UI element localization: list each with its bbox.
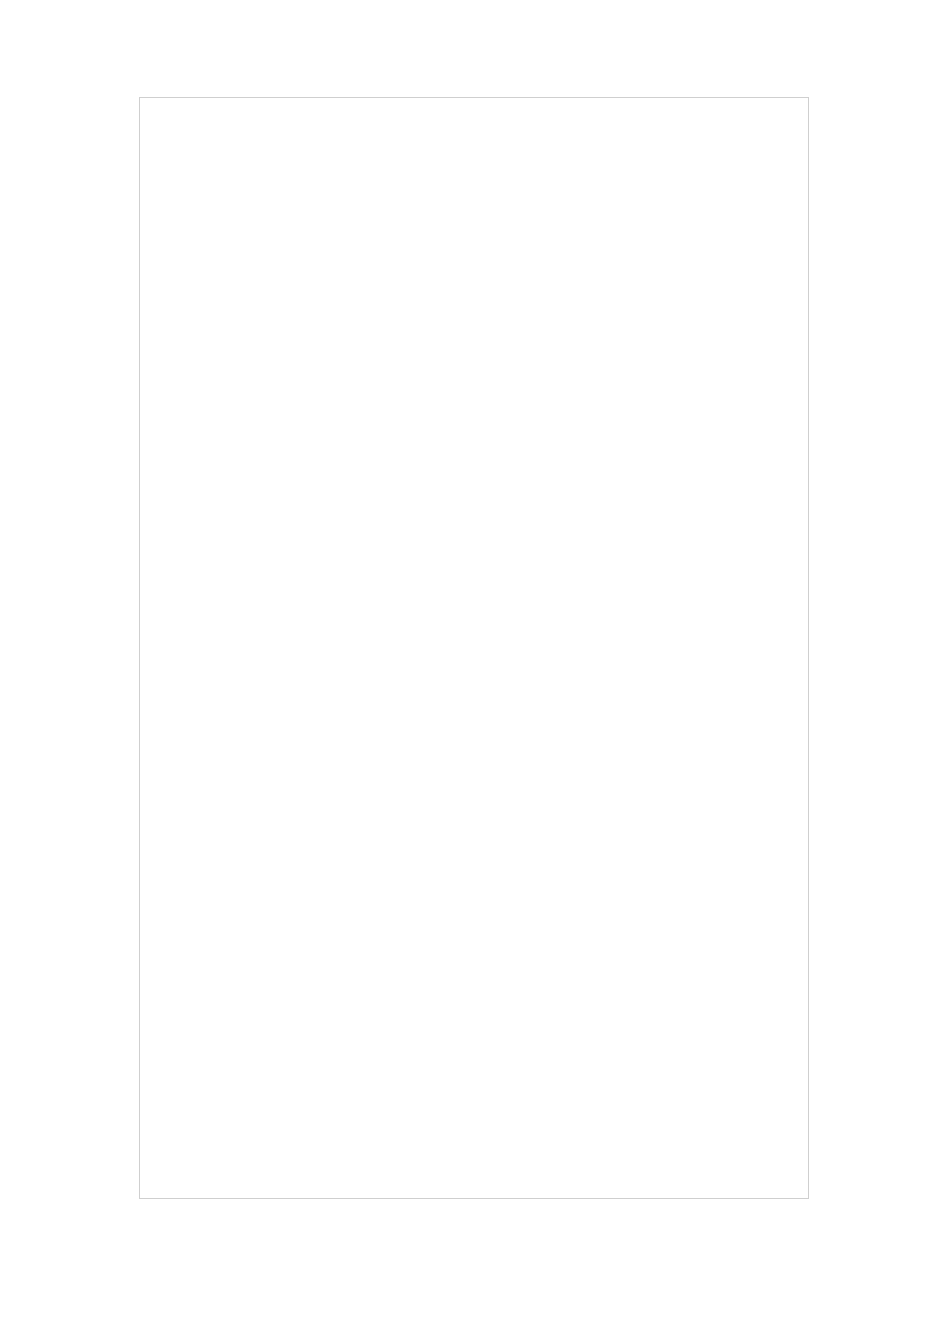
section-11-heading — [144, 162, 812, 190]
section-10-heading — [144, 134, 812, 162]
page-frame — [139, 97, 809, 1199]
section-spacer — [144, 190, 812, 214]
document-content — [144, 106, 812, 242]
section-09-heading — [144, 106, 812, 134]
section-01-heading — [144, 214, 812, 242]
